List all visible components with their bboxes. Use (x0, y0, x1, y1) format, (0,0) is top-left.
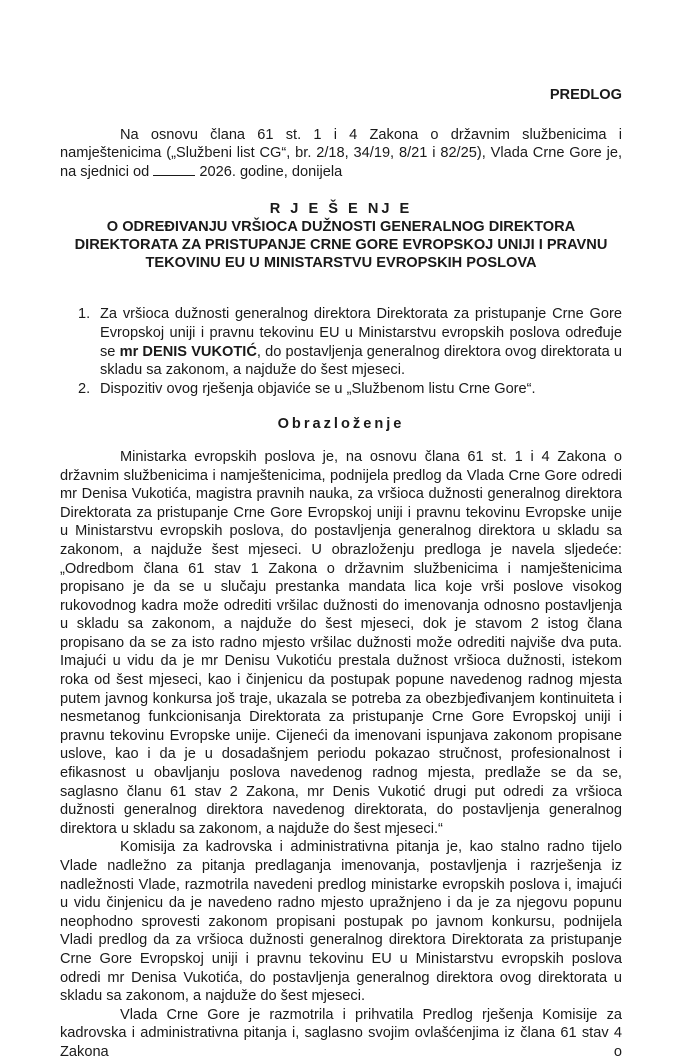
disposition-item (60, 305, 622, 379)
disposition-number: 2. (78, 380, 91, 397)
disposition-text: Dispozitiv ovog rješenja objaviće se u „Službenom listu Crne Gore“. (100, 380, 536, 397)
status-label: PREDLOG (549, 87, 622, 103)
reasoning-paragraph: Ministarka evropskih poslova je, na osnovu člana 61 st. 1 i 4 Zakona o državnim službenicima i namještenicima, podnijela predlog da Vlada Crne Gore odredi mr Denisa Vukotića, magistra pravnih nauka, za vršioca dužnosti generalnog direktora Direktorata za pristupanje Crne Gore Evropskoj uniji i pravnu tekovinu Evropske unije u Ministarstvu evropskih poslova, do postavljenja generalnog direktora u skladu sa zakonom, a najduže šest mjeseci. U obrazloženju predloga je navela sljedeće: „Odredbom člana 61 stav 1 Zakona o državnim službenicima i namještenicima propisano je da se u slučaju prestanka mandata lica koje vrši poslove visokog rukovodnog kadra može odrediti vršilac dužnosti do imenovanja odnosno postavljenja u skladu sa zakonom, a najduže do šest mjeseci, dok je stavom 2 istog člana propisano da se za isto radno mjesto vršilac dužnosti može odrediti najviše dva puta. Imajući u vidu da je mr Denisu Vukotiću prestala dužnost vršioca dužnosti, istekom roka od šest mjeseci, kao i činjenicu da postupak popune navedenog radnog mjesta putem javnog konkursa još traje, ukazala se potreba za obezbjeđivanjem kontinuiteta i nesmetanog funkcionisanja Direktorata za pristupanje Crne Gore Evropskoj uniji i pravnu tekovinu Evropske unije. Cijeneći da imenovani ispunjava zakonom propisane uslove, kao i da je u dosadašnjem periodu pokazao stručnost, profesionalnost i efikasnost u obavljanju poslova navedenog radnog mjesta, predlaže se da se, saglasno članu 61 stav 2 Zakona, mr Denis Vukotić drugi put odredi za vršioca dužnosti generalnog direktora navedenog direktorata, do postavljenja generalnog direktora u skladu sa zakonom, a najduže do šest mjeseci.“ (60, 448, 622, 837)
title-line-2: O ODREĐIVANJU VRŠIOCA DUŽNOSTI GENERALNOG DIREKTORA (106, 219, 576, 236)
disposition-text-after: , do postavljenja generalnog direktora ovog direktorata u skladu sa zakonom, a najduže do šest mjeseci. (100, 343, 622, 379)
preamble-paragraph (60, 126, 622, 182)
disposition-text-before: Za vršioca dužnosti generalnog direktora Direktorata za pristupanje Crne Gore Evropskoj uniji i pravnu tekovinu EU u Ministarstvu evropskih poslova određuje se (100, 306, 622, 360)
dispositions-list (60, 305, 622, 398)
reasoning-heading: Obrazloženje (277, 416, 405, 433)
disposition-number: 1. (78, 306, 91, 323)
date-blank-line (153, 163, 195, 176)
appointee-name: mr DENIS VUKOTIĆ (119, 343, 257, 360)
decision-title (60, 200, 622, 272)
preamble-text-before-blank: Na osnovu člana 61 st. 1 i 4 Zakona o državnim službenicima i namještenicima („Službeni list CG“, br. 2/18, 34/19, 8/21 i 82/25), Vlada Crne Gore je, na sjednici od (60, 126, 622, 180)
preamble-text-after-blank: 2026. godine, donijela (195, 163, 343, 180)
title-line-3: DIREKTORATA ZA PRISTUPANJE CRNE GORE EVROPSKOJ UNIJI I PRAVNU (74, 237, 608, 254)
reasoning-paragraph: Vlada Crne Gore je razmotrila i prihvatila Predlog rješenja Komisije za kadrovska i administrativna pitanja i, saglasno svojim ovlašćenjima iz člana 61 stav 4 Zakona o (60, 1006, 622, 1060)
title-line-4: TEKOVINU EU U MINISTARSTVU EVROPSKIH POSLOVA (145, 255, 537, 272)
document-page (60, 86, 622, 1062)
disposition-item (60, 380, 622, 399)
title-line-1: R J E Š E NJ E (269, 201, 413, 218)
reasoning-paragraph: Komisija za kadrovska i administrativna pitanja je, kao stalno radno tijelo Vlade nadležno za pitanja predlaganja imenovanja, postavljenja i razrješenja iz nadležnosti Vlade, razmotrila navedeni predlog ministarke evropskih poslova i, imajući u vidu činjenicu da je navedeno radno mjesto upražnjeno i da je za njegovu popunu neophodno sprovesti zakonom propisani postupak po javnom konkursu, podnijela Vladi predlog da za vršioca dužnosti generalnog direktora Direktorata za pristupanje Crne Gore Evropskoj uniji i pravnu tekovinu EU u Ministarstvu evropskih poslova odredi mr Denisa Vukotića, do postavljenja generalnog direktora ovog direktorata u skladu sa zakonom, a najduže do šest mjeseci. (60, 839, 622, 1005)
